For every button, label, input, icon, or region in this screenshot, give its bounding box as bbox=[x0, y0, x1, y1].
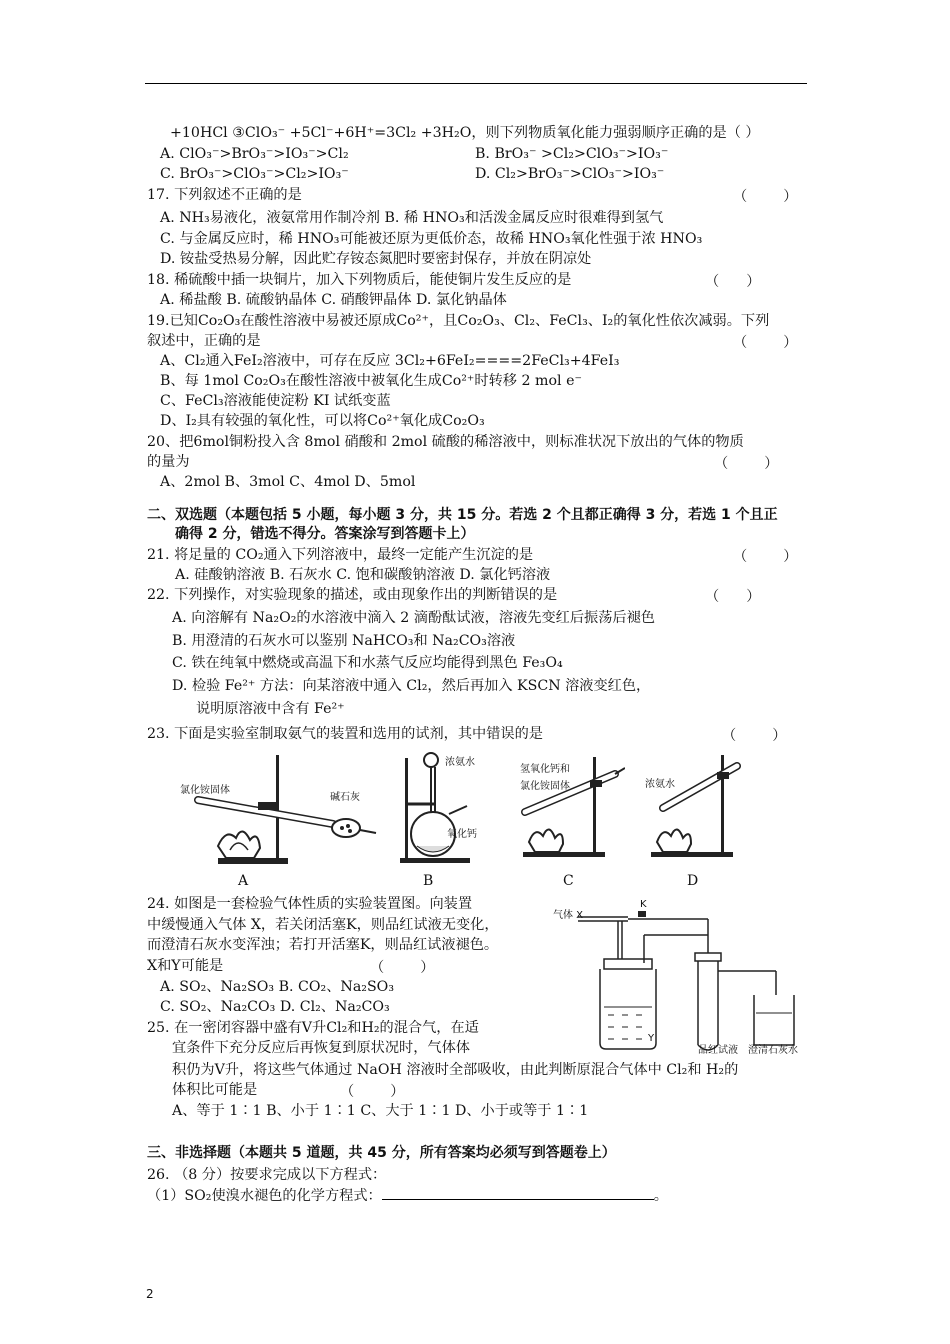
fig-b-label-1: 浓氨水 bbox=[445, 757, 475, 768]
q24-stem-2: 中缓慢通入气体 X，若关闭活塞K，则品红试液无变化， bbox=[147, 917, 499, 933]
fig-a-letter: A bbox=[238, 873, 249, 889]
fig-c-label-1: 氢氧化钙和 bbox=[520, 764, 570, 775]
q19-option-c: C、FeCl₃溶液能使淀粉 KI 试纸变蓝 bbox=[160, 393, 391, 409]
q24-stem-4: X和Y可能是 bbox=[147, 958, 224, 974]
fig24-gas-label: 气体 X bbox=[553, 910, 584, 921]
q16-option-d: D. Cl₂>BrO₃⁻>ClO₃⁻>IO₃⁻ bbox=[475, 166, 665, 182]
q19-answer-paren: （ ） bbox=[733, 335, 798, 351]
apparatus-d bbox=[645, 750, 745, 862]
q22-option-b: B. 用澄清的石灰水可以鉴别 NaHCO₃和 Na₂CO₃溶液 bbox=[172, 633, 516, 649]
fig24-y-label: Y bbox=[648, 1033, 655, 1044]
q24-stem-3: 而澄清石灰水变浑浊；若打开活塞K，则品红试液褪色。 bbox=[147, 937, 499, 953]
q19-stem-2: 叙述中，正确的是 bbox=[147, 333, 261, 349]
q19-option-b: B、每 1mol Co₂O₃在酸性溶液中被氧化生成Co²⁺时转移 2 mol e⁻ bbox=[160, 373, 582, 389]
q22-answer-paren: （ ） bbox=[705, 589, 761, 605]
fig24-reagent-2: 澄清石灰水 bbox=[748, 1045, 798, 1056]
q17-option-d: D. 铵盐受热易分解，因此贮存铵态氮肥时要密封保存，并放在阴凉处 bbox=[160, 251, 592, 267]
fig-d-letter: D bbox=[687, 873, 699, 889]
section-2-heading: 二、双选题（本题包括 5 小题，每小题 3 分，共 15 分。若选 2 个且都正确得 3 分，若选 1 个且正 bbox=[147, 507, 778, 523]
q16-option-b: B. BrO₃⁻ >Cl₂>ClO₃⁻>IO₃⁻ bbox=[475, 146, 669, 162]
q17-answer-paren: （ ） bbox=[733, 189, 798, 205]
q26-stem: 26. （8 分）按要求完成以下方程式： bbox=[147, 1167, 387, 1183]
q25-stem: 25. 在一密闭容器中盛有V升Cl₂和H₂的混合气，在适 bbox=[147, 1020, 479, 1036]
q22-option-d: D. 检验 Fe²⁺ 方法：向某溶液中通入 Cl₂，然后再加入 KSCN 溶液变红色， bbox=[172, 678, 651, 694]
q21-stem: 21. 将足量的 CO₂通入下列溶液中，最终一定能产生沉淀的是 bbox=[147, 547, 534, 563]
q19-option-d: D、I₂具有较强的氧化性，可以将Co²⁺氧化成Co₂O₃ bbox=[160, 413, 485, 429]
q22-option-d-2: 说明原溶液中含有 Fe²⁺ bbox=[196, 701, 345, 717]
fig-c-letter: C bbox=[563, 873, 574, 889]
q21-options: A. 硅酸钠溶液 B. 石灰水 C. 饱和碳酸钠溶液 D. 氯化钙溶液 bbox=[175, 567, 551, 583]
q17-stem: 17. 下列叙述不正确的是 bbox=[147, 187, 302, 203]
q22-option-c: C. 铁在纯氧中燃烧或高温下和水蒸气反应均能得到黑色 Fe₃O₄ bbox=[172, 655, 563, 671]
fig24-reagent-1: 品红试液 bbox=[698, 1045, 738, 1056]
q17-option-a: A. NH₃易液化，液氨常用作制冷剂 B. 稀 HNO₃和活泼金属反应时很难得到氢气 bbox=[160, 210, 664, 226]
q26-part-1-text: （1）SO₂使溴水褪色的化学方程式： bbox=[147, 1188, 382, 1204]
page-number: 2 bbox=[146, 1287, 154, 1301]
q21-answer-paren: （ ） bbox=[733, 549, 798, 565]
header-rule bbox=[145, 83, 807, 84]
q24-options-1: A. SO₂、Na₂SO₃ B. CO₂、Na₂SO₃ bbox=[160, 979, 395, 995]
q26-part-1 bbox=[147, 1187, 668, 1205]
fig-a-label-1: 氯化铵固体 bbox=[180, 785, 230, 796]
fig-a-label-2: 碱石灰 bbox=[330, 792, 360, 803]
q25-answer-paren: （ ） bbox=[340, 1084, 405, 1100]
q22-option-a: A. 向溶解有 Na₂O₂的水溶液中滴入 2 滴酚酞试液，溶液先变红后振荡后褪色 bbox=[172, 610, 655, 626]
q23-stem: 23. 下面是实验室制取氨气的装置和选用的试剂，其中错误的是 bbox=[147, 726, 543, 742]
q20-stem-2: 的量为 bbox=[147, 454, 190, 470]
q16-option-c: C. BrO₃⁻>ClO₃⁻>Cl₂>IO₃⁻ bbox=[160, 166, 349, 182]
q17-option-c: C. 与金属反应时，稀 HNO₃可能被还原为更低价态，故稀 HNO₃氧化性强于浓 HNO₃ bbox=[160, 231, 703, 247]
q18-stem: 18. 稀硫酸中插一块铜片，加入下列物质后，能使铜片发生反应的是 bbox=[147, 272, 572, 288]
q24-options-2: C. SO₂、Na₂CO₃ D. Cl₂、Na₂CO₃ bbox=[160, 999, 390, 1015]
fig-c-label-2: 氯化铵固体 bbox=[520, 781, 570, 792]
q16-option-a: A. ClO₃⁻>BrO₃⁻>IO₃⁻>Cl₂ bbox=[160, 146, 349, 162]
q24-stem: 24. 如图是一套检验气体性质的实验装置图。向装置 bbox=[147, 896, 473, 912]
q20-answer-paren: （ ） bbox=[714, 456, 779, 472]
q19-stem: 19.已知Co₂O₃在酸性溶液中易被还原成Co²⁺，且Co₂O₃、Cl₂、FeCl₃、I₂的氧化性依次减弱。下列 bbox=[147, 313, 770, 329]
q24-answer-paren: （ ） bbox=[370, 960, 435, 976]
q22-stem: 22. 下列操作，对实验现象的描述，或由现象作出的判断错误的是 bbox=[147, 587, 558, 603]
q16-cont: +10HCl ③ClO₃⁻ +5Cl⁻+6H⁺=3Cl₂ +3H₂O，则下列物质氧化能力强弱顺序正确的是（ ） bbox=[170, 125, 760, 141]
q25-options: A、等于 1∶1 B、小于 1∶1 C、大于 1∶1 D、小于或等于 1∶1 bbox=[172, 1103, 589, 1119]
q25-stem-2: 宜条件下充分反应后再恢复到原状况时，气体体 bbox=[172, 1040, 470, 1056]
gas-test-apparatus bbox=[548, 895, 808, 1055]
section-2-heading-2: 确得 2 分，错选不得分。答案涂写到答题卡上） bbox=[175, 526, 475, 542]
q25-stem-3: 积仍为V升，将这些气体通过 NaOH 溶液时全部吸收，由此判断原混合气体中 Cl₂和 H₂的 bbox=[172, 1062, 739, 1078]
q20-stem: 20、把6mol铜粉投入含 8mol 硝酸和 2mol 硫酸的稀溶液中，则标准状况下放出的气体的物质 bbox=[147, 434, 744, 450]
fig-d-label-1: 浓氨水 bbox=[645, 779, 675, 790]
q23-answer-paren: （ ） bbox=[722, 728, 787, 744]
section-3-heading: 三、非选择题（本题共 5 道题，共 45 分，所有答案均必须写到答题卷上） bbox=[147, 1145, 616, 1161]
answer-blank[interactable] bbox=[382, 1187, 654, 1200]
fig-b-letter: B bbox=[423, 873, 434, 889]
q25-stem-4: 体积比可能是 bbox=[172, 1082, 258, 1098]
q18-answer-paren: （ ） bbox=[705, 274, 761, 290]
fig-b-label-2: 氧化钙 bbox=[447, 829, 477, 840]
q26-part-1-end: 。 bbox=[653, 1188, 668, 1204]
q20-options: A、2mol B、3mol C、4mol D、5mol bbox=[160, 474, 416, 490]
q18-options: A. 稀盐酸 B. 硫酸钠晶体 C. 硝酸钾晶体 D. 氯化钠晶体 bbox=[160, 292, 507, 308]
q19-option-a: A、Cl₂通入FeI₂溶液中，可存在反应 3Cl₂+6FeI₂====2FeCl₃+4FeI₃ bbox=[160, 353, 620, 369]
fig24-valve-label: K bbox=[640, 899, 647, 910]
apparatus-a bbox=[178, 750, 378, 870]
